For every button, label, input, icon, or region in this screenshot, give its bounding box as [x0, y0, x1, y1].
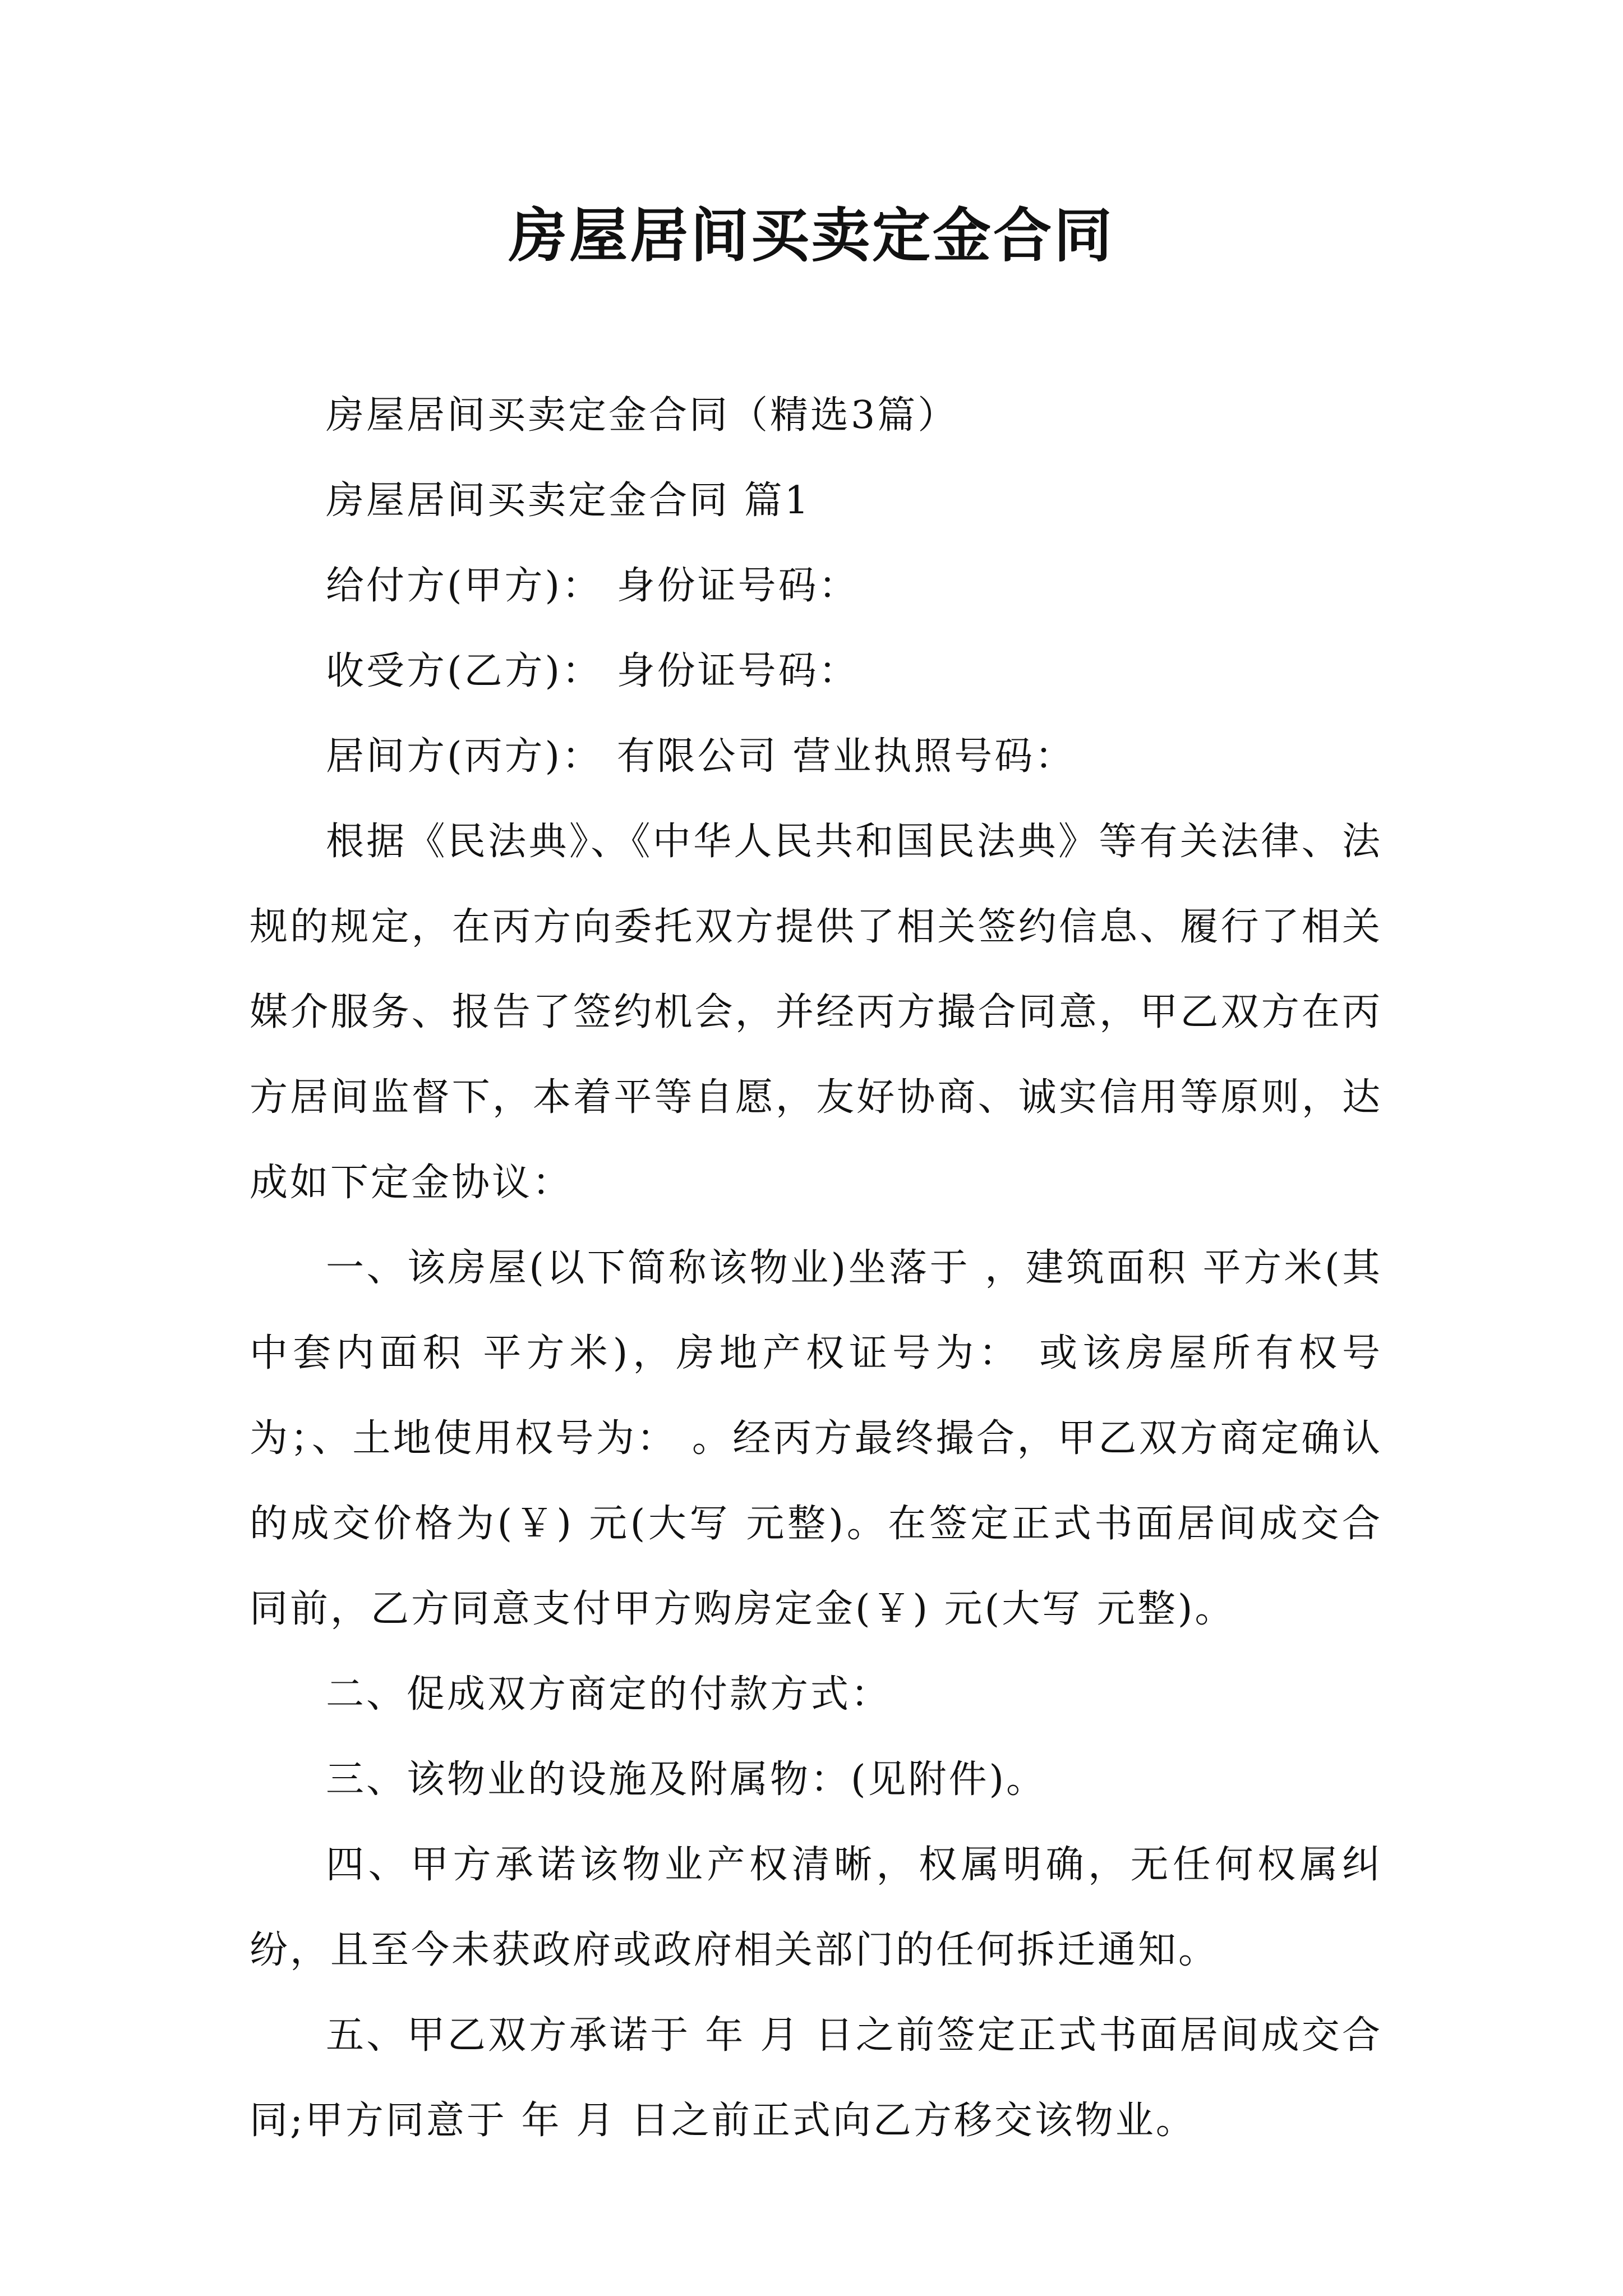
paragraph-party-b: 收受方(乙方)： 身份证号码： — [326, 649, 859, 693]
paragraph-section-heading: 房屋居间买卖定金合同 篇1 — [326, 478, 811, 523]
paragraph-clause-5: 五、甲乙双方承诺于 年 月 日之前签定正式书面居间成交合同;甲方同意于 年 月 日之前正式向乙方移交该物业。 — [250, 2013, 1382, 2143]
paragraph-collection-title: 房屋居间买卖定金合同（精选3篇） — [326, 393, 958, 438]
paragraph-clause-2: 二、促成双方商定的付款方式： — [326, 1672, 892, 1717]
paragraph-clause-4: 四、甲方承诺该物业产权清晰，权属明确，无任何权属纠纷，且至今未获政府或政府相关部门的任何拆迁通知。 — [250, 1843, 1382, 1972]
paragraph-preamble: 根据《民法典》、《中华人民共和国民法典》等有关法律、法规的规定，在丙方向委托双方提供了相关签约信息、履行了相关媒介服务、报告了签约机会，并经丙方撮合同意，甲乙双方在丙方居间监督下，本着平等自愿，友好协商、诚实信用等原则，达成如下定金协议： — [250, 820, 1382, 1205]
paragraph-party-a: 给付方(甲方)： 身份证号码： — [326, 564, 859, 608]
paragraph-party-c: 居间方(丙方)： 有限公司 营业执照号码： — [326, 734, 1076, 779]
document-title: 房屋居间买卖定金合同 — [508, 201, 1114, 270]
document-body — [250, 373, 1382, 2164]
paragraph-clause-1: 一、该房屋(以下简称该物业)坐落于 ，建筑面积 平方米(其中套内面积 平方米)，房地产权证号为： 或该房屋所有权号为；、土地使用权号为： 。经丙方最终撮合，甲乙双方商定确认的成交价格为(￥) 元(大写 元整)。在签定正式书面居间成交合同前，乙方同意支付甲方购房定金(￥) 元(大写 元整)。 — [250, 1246, 1382, 1631]
paragraph-clause-3: 三、该物业的设施及附属物：(见附件)。 — [326, 1757, 1047, 1802]
